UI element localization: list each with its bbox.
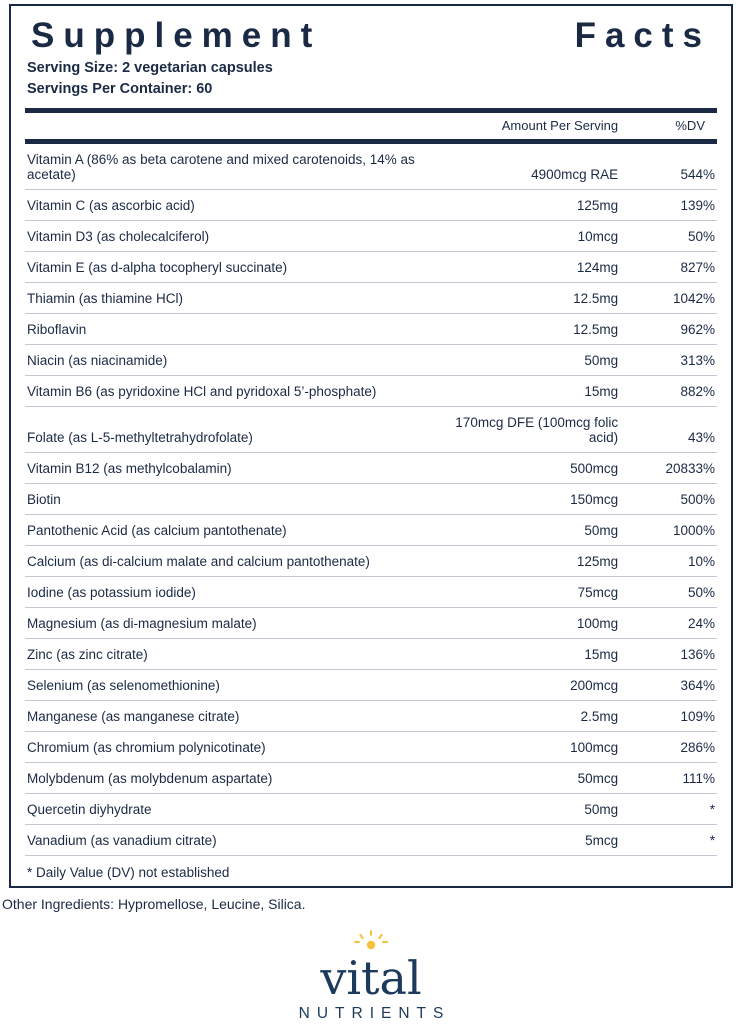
nutrient-dv: 313% [620, 345, 717, 376]
table-row [25, 142, 717, 190]
nutrient-dv: 43% [620, 407, 717, 453]
nutrition-table [25, 113, 717, 856]
table-row [25, 763, 717, 794]
nutrient-amount: 50mg [426, 794, 620, 825]
table-row [25, 453, 717, 484]
nutrient-amount: 100mcg [426, 732, 620, 763]
nutrient-amount: 12.5mg [426, 283, 620, 314]
table-row [25, 546, 717, 577]
nutrient-name: Vitamin A (86% as beta carotene and mixed carotenoids, 14% as acetate) [25, 142, 426, 190]
table-row [25, 732, 717, 763]
nutrient-name: Selenium (as selenomethionine) [25, 670, 426, 701]
nutrient-name: Calcium (as di-calcium malate and calcium pantothenate) [25, 546, 426, 577]
table-row [25, 577, 717, 608]
servings-per-container: Servings Per Container: 60 [27, 81, 213, 98]
table-row [25, 314, 717, 345]
nutrient-dv: 882% [620, 376, 717, 407]
nutrient-amount: 5mcg [426, 825, 620, 856]
column-header-dv: %DV [675, 118, 705, 134]
nutrient-amount: 15mg [426, 639, 620, 670]
serving-size: Serving Size: 2 vegetarian capsules [27, 60, 273, 76]
nutrient-dv: 10% [620, 546, 717, 577]
nutrient-name: Vitamin E (as d-alpha tocopheryl succinate) [25, 252, 426, 283]
nutrient-name: Folate (as L-5-methyltetrahydrofolate) [25, 407, 426, 453]
nutrient-name: Chromium (as chromium polynicotinate) [25, 732, 426, 763]
nutrient-amount: 500mcg [426, 453, 620, 484]
nutrient-name: Vitamin D3 (as cholecalciferol) [25, 221, 426, 252]
brand-name: vital [320, 951, 422, 1005]
nutrient-name: Thiamin (as thiamine HCl) [25, 283, 426, 314]
nutrient-amount: 170mcg DFE (100mcg folic acid) [426, 407, 620, 453]
brand-tagline: NUTRIENTS [298, 1005, 451, 1022]
nutrient-amount: 10mcg [426, 221, 620, 252]
table-row [25, 252, 717, 283]
table-row [25, 515, 717, 546]
nutrient-name: Iodine (as potassium iodide) [25, 577, 426, 608]
table-row [25, 190, 717, 221]
nutrient-name: Molybdenum (as molybdenum aspartate) [25, 763, 426, 794]
nutrient-dv: 20833% [620, 453, 717, 484]
nutrient-dv: 24% [620, 608, 717, 639]
nutrient-name: Vanadium (as vanadium citrate) [25, 825, 426, 856]
nutrient-amount: 200mcg [426, 670, 620, 701]
table-row [25, 701, 717, 732]
supplement-facts-panel [9, 4, 733, 888]
nutrient-dv: 827% [620, 252, 717, 283]
other-ingredients: Other Ingredients: Hypromellose, Leucine, Silica. [2, 896, 306, 912]
table-row [25, 484, 717, 515]
nutrient-dv: 500% [620, 484, 717, 515]
nutrient-name: Niacin (as niacinamide) [25, 345, 426, 376]
nutrient-name: Zinc (as zinc citrate) [25, 639, 426, 670]
daily-value-footnote: * Daily Value (DV) not established [27, 865, 230, 881]
table-row [25, 670, 717, 701]
table-row [25, 345, 717, 376]
nutrient-dv: * [620, 825, 717, 856]
nutrient-name: Vitamin C (as ascorbic acid) [25, 190, 426, 221]
nutrient-amount: 12.5mg [426, 314, 620, 345]
table-header-row [25, 113, 717, 139]
nutrient-dv: 109% [620, 701, 717, 732]
nutrient-name: Vitamin B6 (as pyridoxine HCl and pyridoxal 5’-phosphate) [25, 376, 426, 407]
nutrient-dv: 1042% [620, 283, 717, 314]
nutrient-amount: 75mcg [426, 577, 620, 608]
nutrient-dv: 136% [620, 639, 717, 670]
nutrient-dv: * [620, 794, 717, 825]
title-word-supplement: Supplement [31, 16, 322, 55]
column-header-amount: Amount Per Serving [501, 118, 619, 134]
nutrient-dv: 50% [620, 577, 717, 608]
nutrient-name: Magnesium (as di-magnesium malate) [25, 608, 426, 639]
table-row [25, 407, 717, 453]
nutrient-name: Pantothenic Acid (as calcium pantothenate) [25, 515, 426, 546]
table-row [25, 825, 717, 856]
nutrient-name: Quercetin diyhydrate [25, 794, 426, 825]
nutrient-amount: 124mg [426, 252, 620, 283]
nutrient-dv: 1000% [620, 515, 717, 546]
nutrient-name: Biotin [25, 484, 426, 515]
column-header-name [25, 113, 426, 139]
nutrient-dv: 544% [620, 142, 717, 190]
table-row [25, 221, 717, 252]
nutrient-amount: 125mg [426, 546, 620, 577]
nutrient-amount: 50mcg [426, 763, 620, 794]
nutrient-amount: 2.5mg [426, 701, 620, 732]
table-row [25, 376, 717, 407]
table-row [25, 608, 717, 639]
title-word-facts: Facts [574, 16, 711, 55]
table-row [25, 283, 717, 314]
nutrient-amount: 15mg [426, 376, 620, 407]
nutrient-amount: 50mg [426, 345, 620, 376]
supplement-facts-title [25, 12, 717, 58]
nutrient-name: Vitamin B12 (as methylcobalamin) [25, 453, 426, 484]
nutrient-dv: 111% [620, 763, 717, 794]
nutrient-dv: 364% [620, 670, 717, 701]
nutrient-amount: 4900mcg RAE [426, 142, 620, 190]
nutrient-name: Riboflavin [25, 314, 426, 345]
nutrient-amount: 50mg [426, 515, 620, 546]
table-row [25, 639, 717, 670]
nutrient-amount: 100mg [426, 608, 620, 639]
nutrient-dv: 286% [620, 732, 717, 763]
nutrient-name: Manganese (as manganese citrate) [25, 701, 426, 732]
nutrient-dv: 139% [620, 190, 717, 221]
nutrient-dv: 962% [620, 314, 717, 345]
brand-logo [0, 930, 742, 1023]
nutrient-amount: 125mg [426, 190, 620, 221]
table-row [25, 794, 717, 825]
nutrient-dv: 50% [620, 221, 717, 252]
nutrient-amount: 150mcg [426, 484, 620, 515]
